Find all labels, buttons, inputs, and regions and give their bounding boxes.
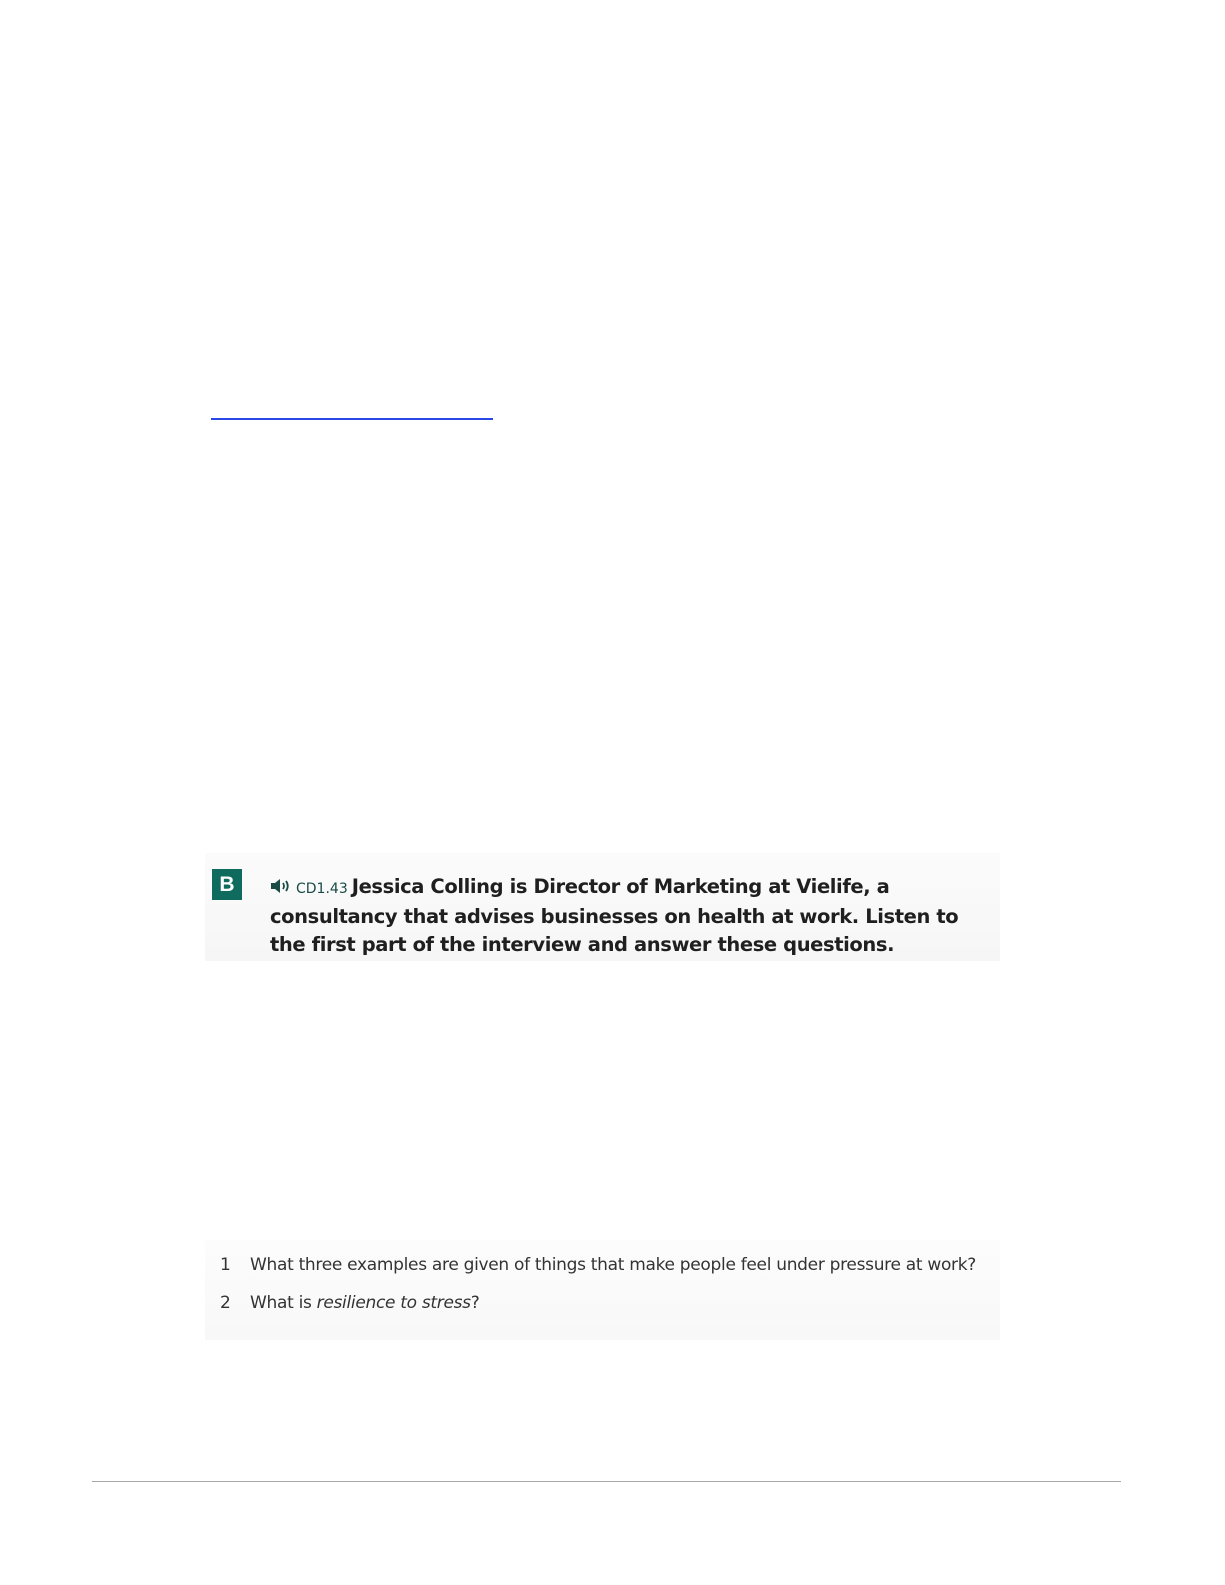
footer-divider xyxy=(92,1481,1121,1482)
question-item xyxy=(205,1250,1000,1280)
question-list xyxy=(205,1240,1000,1340)
instruction-text: Jessica Colling is Director of Marketing at Vielife, a consultancy that advises businesses on health at work. Listen to the first part of the interview and answer these questions. xyxy=(270,875,959,956)
task-instruction xyxy=(270,873,990,959)
question-text-part: What is xyxy=(250,1293,317,1313)
question-text: What three examples are given of things that make people feel under pressure at work? xyxy=(250,1255,977,1275)
task-b-instruction-box xyxy=(205,853,1000,961)
hyperlink-underline[interactable] xyxy=(211,418,493,420)
question-number: 1 xyxy=(220,1255,231,1275)
question-emphasis: resilience to stress xyxy=(316,1293,471,1313)
question-text-part: ? xyxy=(470,1293,480,1313)
question-text xyxy=(250,1288,479,1318)
task-badge: B xyxy=(212,869,242,900)
cd-track-code: CD1.43 xyxy=(296,881,348,897)
question-item xyxy=(205,1288,1000,1318)
speaker-icon[interactable] xyxy=(270,875,292,903)
question-number: 2 xyxy=(220,1293,231,1313)
